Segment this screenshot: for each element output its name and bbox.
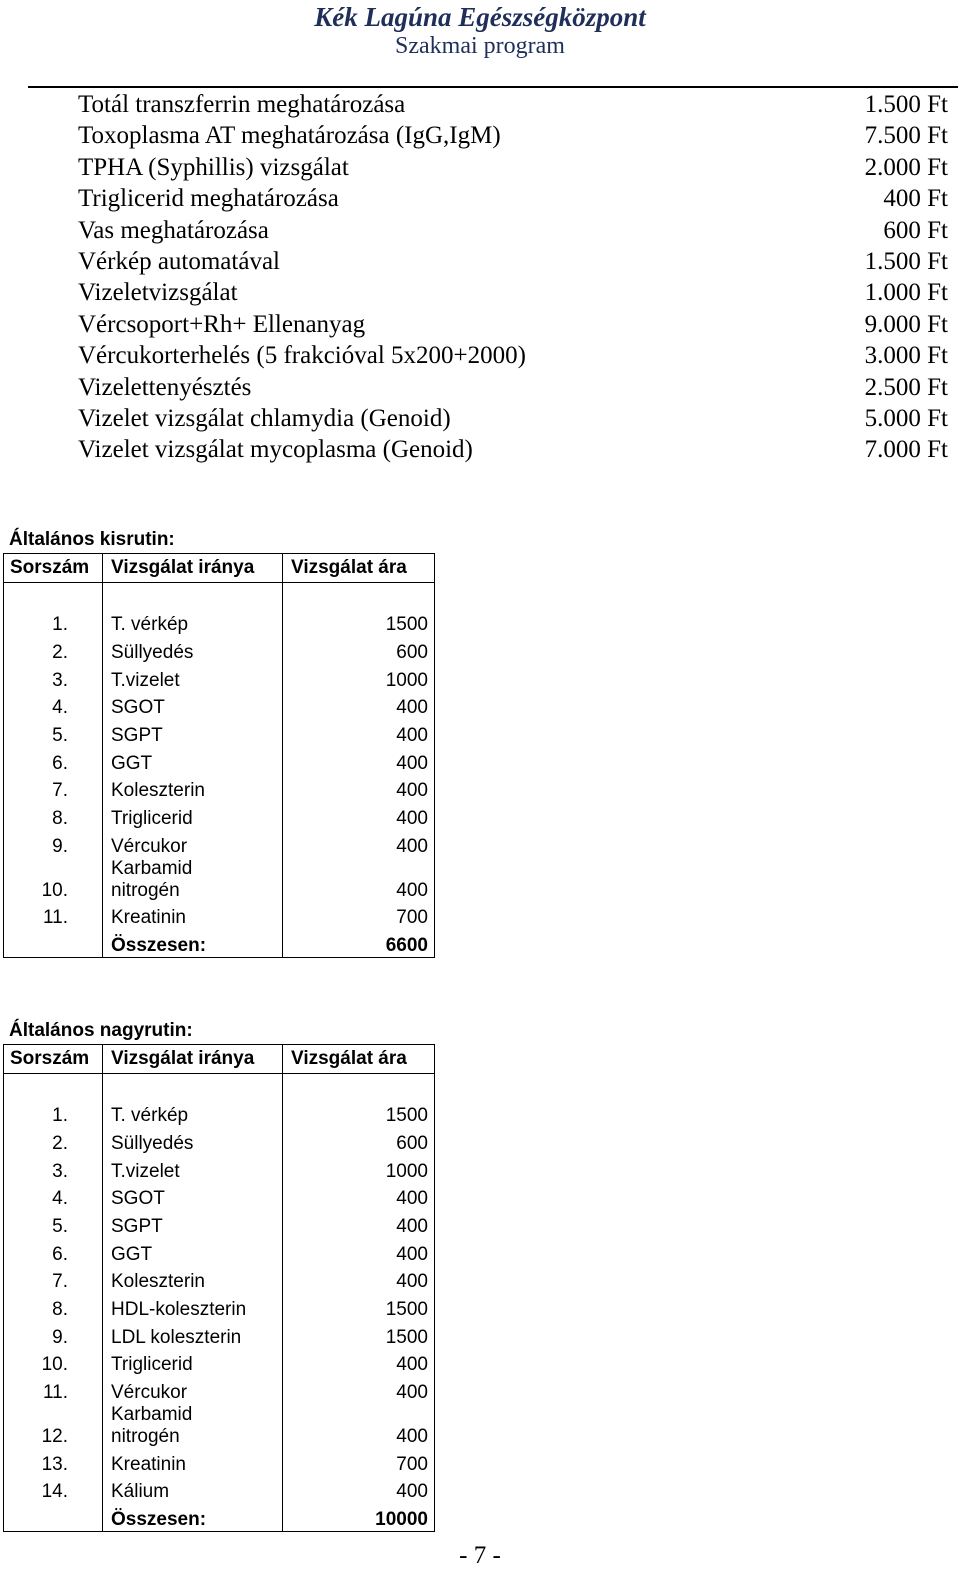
row-number: 6.	[4, 1238, 103, 1266]
header-divider	[28, 86, 958, 88]
table-row	[4, 1349, 435, 1377]
test-name: Karbamid nitrogén	[103, 858, 283, 902]
price-list-row	[78, 340, 948, 371]
table-row	[4, 1238, 435, 1266]
column-header-sorszam: Sorszám	[4, 1045, 103, 1074]
spacer-cell	[103, 583, 283, 609]
test-price: 600	[283, 1127, 435, 1155]
row-number: 9.	[4, 1321, 103, 1349]
table-row	[4, 1100, 435, 1128]
price-item-name: Vérkép automatával	[78, 247, 280, 275]
price-item-name: Vércsoport+Rh+ Ellenanyag	[78, 310, 366, 338]
page-header-title: Kék Lagúna Egészségközpont	[314, 2, 646, 32]
price-item-name: Triglicerid meghatározása	[78, 185, 339, 213]
test-name: GGT	[103, 747, 283, 775]
price-item-price: 7.000 Ft	[864, 436, 948, 464]
test-price: 1000	[283, 1155, 435, 1183]
test-name: Süllyedés	[103, 636, 283, 664]
test-name: SGOT	[103, 1183, 283, 1211]
table-row	[4, 1183, 435, 1211]
test-price: 1500	[283, 1321, 435, 1349]
row-number: 9.	[4, 830, 103, 858]
price-item-price: 3.000 Ft	[864, 342, 948, 370]
column-header-vizsgalat-iranya: Vizsgálat iránya	[103, 554, 283, 583]
table-row	[4, 1127, 435, 1155]
row-number: 6.	[4, 747, 103, 775]
nagyrutin-table	[3, 1044, 435, 1532]
row-number: 2.	[4, 636, 103, 664]
page-header-subtitle: Szakmai program	[395, 33, 565, 59]
row-number: 5.	[4, 719, 103, 747]
test-name: Karbamid nitrogén	[103, 1404, 283, 1448]
table-row	[4, 747, 435, 775]
price-item-price: 400 Ft	[883, 185, 948, 213]
test-price: 400	[283, 802, 435, 830]
test-name: HDL-koleszterin	[103, 1293, 283, 1321]
price-item-price: 600 Ft	[883, 216, 948, 244]
table-row	[4, 1321, 435, 1349]
price-list-row	[78, 183, 948, 214]
row-number: 1.	[4, 1100, 103, 1128]
test-price: 400	[283, 858, 435, 902]
row-number: 1.	[4, 609, 103, 637]
table-spacer-row	[4, 583, 435, 609]
test-name: GGT	[103, 1238, 283, 1266]
test-price: 400	[283, 830, 435, 858]
test-price: 1500	[283, 1293, 435, 1321]
spacer-cell	[4, 583, 103, 609]
test-price: 600	[283, 636, 435, 664]
test-price: 400	[283, 1238, 435, 1266]
column-header-vizsgalat-ara: Vizsgálat ára	[283, 1045, 435, 1074]
test-price: 400	[283, 1476, 435, 1504]
row-number: 10.	[4, 858, 103, 902]
test-price: 700	[283, 902, 435, 930]
price-list-row	[78, 309, 948, 340]
test-name: Vércukor	[103, 830, 283, 858]
price-item-price: 5.000 Ft	[864, 404, 948, 432]
price-list-row	[78, 434, 948, 465]
price-item-name: Vizelet vizsgálat mycoplasma (Genoid)	[78, 436, 473, 464]
price-item-name: Vizelet vizsgálat chlamydia (Genoid)	[78, 404, 451, 432]
table-row	[4, 1376, 435, 1404]
price-list-row	[78, 215, 948, 246]
price-item-name: Vizelettenyésztés	[78, 373, 252, 401]
page-number: - 7 -	[459, 1542, 501, 1569]
price-item-name: TPHA (Syphillis) vizsgálat	[78, 153, 349, 181]
column-header-vizsgalat-iranya: Vizsgálat iránya	[103, 1045, 283, 1074]
price-list-row	[78, 403, 948, 434]
spacer-cell	[103, 1074, 283, 1100]
column-header-sorszam: Sorszám	[4, 554, 103, 583]
test-name: Triglicerid	[103, 802, 283, 830]
table-row	[4, 1210, 435, 1238]
row-number: 4.	[4, 1183, 103, 1211]
row-number: 8.	[4, 1293, 103, 1321]
test-name: Koleszterin	[103, 1266, 283, 1294]
total-label: Összesen:	[103, 929, 283, 957]
table-row	[4, 1476, 435, 1504]
test-name: Kálium	[103, 1476, 283, 1504]
table-row	[4, 664, 435, 692]
row-number: 3.	[4, 664, 103, 692]
table-row	[4, 1404, 435, 1448]
test-price: 1500	[283, 1100, 435, 1128]
row-number: 11.	[4, 902, 103, 930]
row-number: 14.	[4, 1476, 103, 1504]
test-price: 1500	[283, 609, 435, 637]
test-name: SGOT	[103, 692, 283, 720]
table-total-row	[4, 1503, 435, 1531]
test-name: LDL koleszterin	[103, 1321, 283, 1349]
price-list	[78, 89, 948, 466]
row-number: 7.	[4, 775, 103, 803]
row-number: 5.	[4, 1210, 103, 1238]
price-item-price: 1.500 Ft	[864, 247, 948, 275]
price-item-price: 9.000 Ft	[864, 310, 948, 338]
row-number: 11.	[4, 1376, 103, 1404]
table-total-row	[4, 929, 435, 957]
table-header-row	[4, 1045, 435, 1074]
price-list-row	[78, 152, 948, 183]
spacer-cell	[283, 1074, 435, 1100]
test-price: 400	[283, 1183, 435, 1211]
test-name: Kreatinin	[103, 1448, 283, 1476]
spacer-cell	[4, 1074, 103, 1100]
spacer-cell	[283, 583, 435, 609]
table-row	[4, 830, 435, 858]
test-price: 400	[283, 1266, 435, 1294]
price-item-name: Toxoplasma AT meghatározása (IgG,IgM)	[78, 122, 501, 150]
test-name: SGPT	[103, 719, 283, 747]
table-row	[4, 775, 435, 803]
total-empty-cell	[4, 1503, 103, 1531]
test-name: SGPT	[103, 1210, 283, 1238]
table-row	[4, 1266, 435, 1294]
test-price: 400	[283, 1404, 435, 1448]
price-item-name: Vércukorterhelés (5 frakcióval 5x200+2000)	[78, 342, 526, 370]
row-number: 10.	[4, 1349, 103, 1377]
table-row	[4, 1155, 435, 1183]
test-price: 400	[283, 1376, 435, 1404]
test-price: 1000	[283, 664, 435, 692]
nagyrutin-title: Általános nagyrutin:	[9, 1020, 193, 1041]
price-item-price: 1.000 Ft	[864, 279, 948, 307]
table-row	[4, 902, 435, 930]
price-item-price: 1.500 Ft	[864, 91, 948, 118]
table-row	[4, 609, 435, 637]
test-price: 400	[283, 719, 435, 747]
test-name: T.vizelet	[103, 664, 283, 692]
table-row	[4, 719, 435, 747]
total-empty-cell	[4, 929, 103, 957]
total-label: Összesen:	[103, 1503, 283, 1531]
row-number: 4.	[4, 692, 103, 720]
price-item-price: 7.500 Ft	[864, 122, 948, 150]
kisrutin-title: Általános kisrutin:	[9, 529, 175, 550]
price-item-name: Vas meghatározása	[78, 216, 269, 244]
kisrutin-table	[3, 553, 435, 958]
table-header-row	[4, 554, 435, 583]
test-name: Vércukor	[103, 1376, 283, 1404]
test-name: T. vérkép	[103, 609, 283, 637]
price-list-row	[78, 246, 948, 277]
row-number: 12.	[4, 1404, 103, 1448]
test-price: 400	[283, 692, 435, 720]
price-list-row	[78, 120, 948, 151]
row-number: 13.	[4, 1448, 103, 1476]
test-price: 400	[283, 1210, 435, 1238]
row-number: 8.	[4, 802, 103, 830]
test-name: Süllyedés	[103, 1127, 283, 1155]
test-name: Koleszterin	[103, 775, 283, 803]
test-price: 400	[283, 1349, 435, 1377]
row-number: 2.	[4, 1127, 103, 1155]
column-header-vizsgalat-ara: Vizsgálat ára	[283, 554, 435, 583]
row-number: 7.	[4, 1266, 103, 1294]
price-list-row	[78, 372, 948, 403]
table-spacer-row	[4, 1074, 435, 1100]
table-row	[4, 802, 435, 830]
test-price: 400	[283, 747, 435, 775]
price-list-row	[78, 89, 948, 120]
table-row	[4, 636, 435, 664]
test-price: 700	[283, 1448, 435, 1476]
row-number: 3.	[4, 1155, 103, 1183]
test-name: T.vizelet	[103, 1155, 283, 1183]
table-row	[4, 692, 435, 720]
total-value: 10000	[283, 1503, 435, 1531]
table-row	[4, 1448, 435, 1476]
price-item-price: 2.500 Ft	[864, 373, 948, 401]
table-row	[4, 858, 435, 902]
price-item-name: Vizeletvizsgálat	[78, 279, 238, 307]
price-item-name: Totál transzferrin meghatározása	[78, 91, 406, 118]
test-name: T. vérkép	[103, 1100, 283, 1128]
table-row	[4, 1293, 435, 1321]
price-item-price: 2.000 Ft	[864, 153, 948, 181]
price-list-row	[78, 277, 948, 308]
test-name: Kreatinin	[103, 902, 283, 930]
total-value: 6600	[283, 929, 435, 957]
test-name: Triglicerid	[103, 1349, 283, 1377]
test-price: 400	[283, 775, 435, 803]
